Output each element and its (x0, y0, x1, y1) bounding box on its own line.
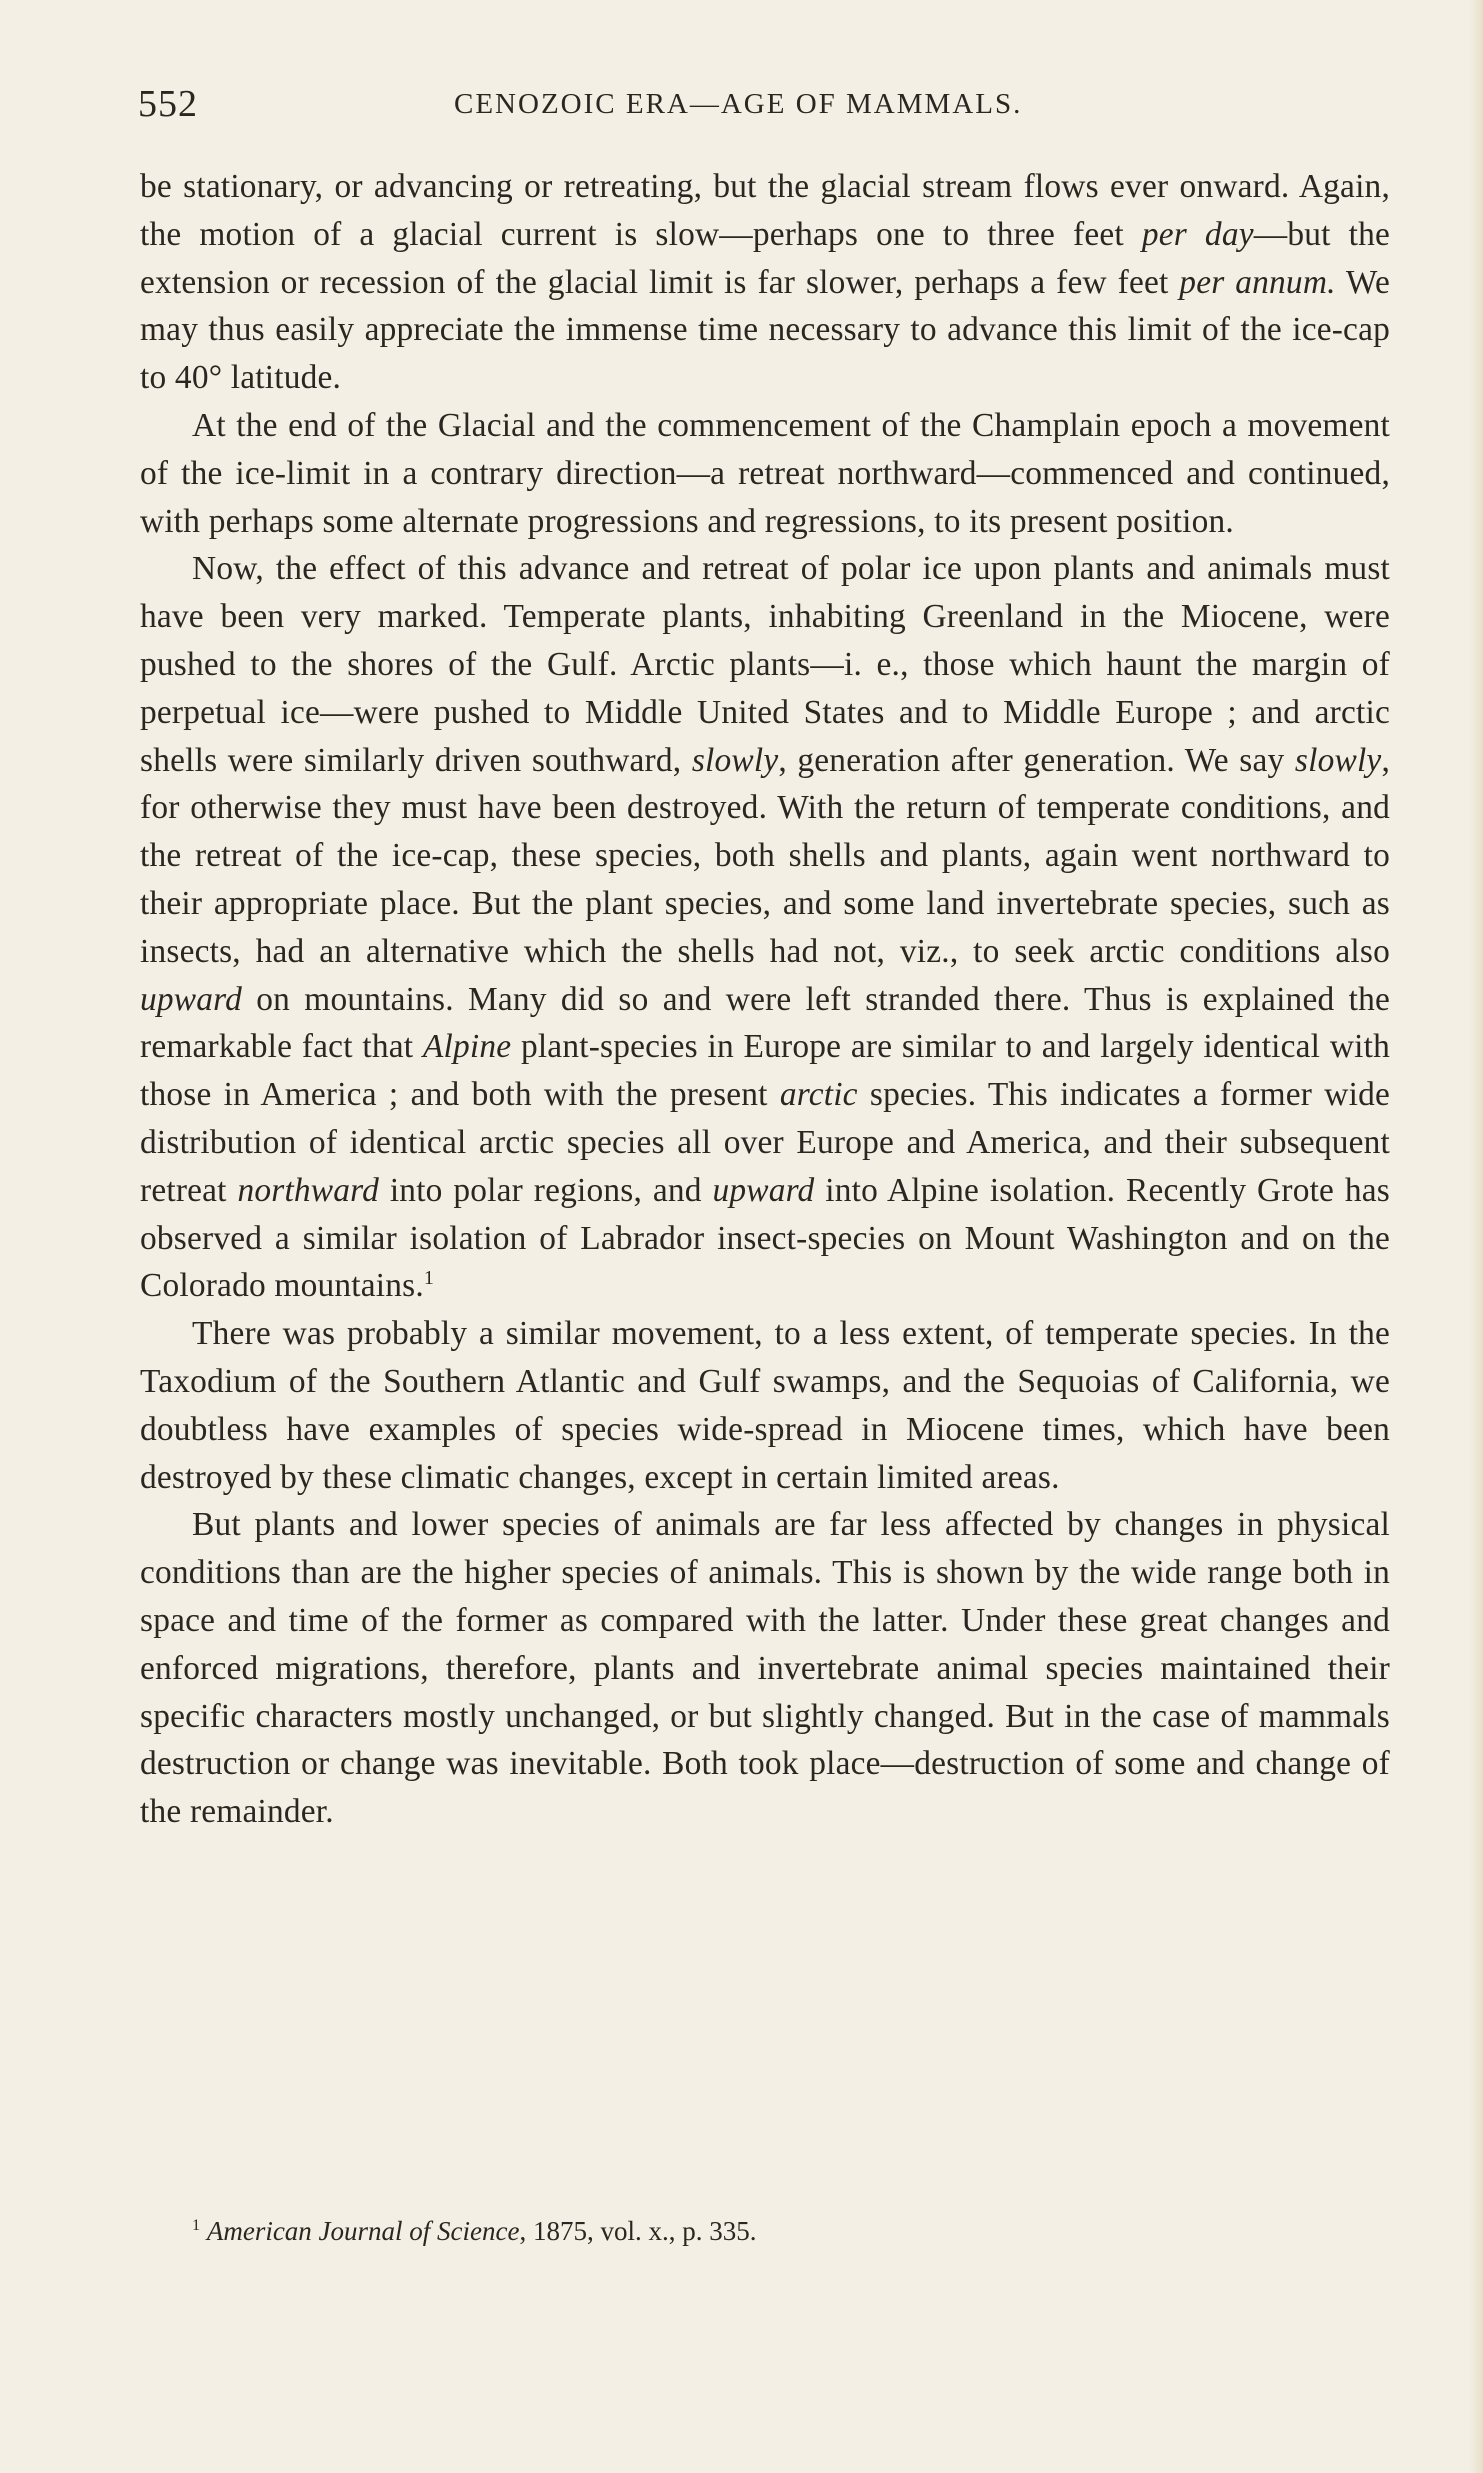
paragraph (140, 1501, 1390, 1836)
italic-text: upward (712, 1171, 815, 1209)
text-run: We may thus easily appreciate the immense time necessary to advance this limit of the ice-cap to 40° latitude. (140, 263, 1390, 397)
body-text (140, 163, 1390, 1836)
italic-text: arctic (779, 1076, 858, 1114)
text-run: plant-species in Europe are similar to and largely identical with those in America ; and both with the present (140, 1028, 1390, 1114)
italic-text: upward (140, 980, 243, 1018)
text-run: into Alpine isolation. Recently Grote has observed a similar isolation of Labrador insect-species on Mount Washington and on the Colorado mountains. (140, 1171, 1390, 1305)
page-number: 552 (138, 83, 198, 125)
footnote-reference: 1 (423, 1267, 435, 1290)
text-run: But plants and lower species of animals are far less affected by changes in physical conditions than are the higher species of animals. This is shown by the wide range both in space and time of the former as compared with the latter. Under these great changes and enforced migrations, therefore, plants and invertebrate animal species maintained their specific characters mostly unchanged, or but slightly changed. But in the case of mammals destruction or change was inevitable. Both took place—destruction of some and change of the remainder. (140, 1506, 1390, 1831)
text-run: Now, the effect of this advance and retreat of polar ice upon plants and animals must have been very marked. Temperate plants, inhabiting Greenland in the Miocene, were pushed to the shores of the Gulf. Arctic plants—i. e., those which haunt the margin of perpetual ice—were pushed to Middle United States and to Middle Europe ; and arctic shells were similarly driven southward, (140, 550, 1390, 779)
text-run: At the end of the Glacial and the commencement of the Champlain epoch a movement of the ice-limit in a contrary direction—a retreat northward—commenced and continued, with perhaps some alternate progressions and regressions, to its present position. (140, 406, 1390, 540)
italic-text: Alpine (422, 1028, 512, 1066)
italic-text: per day (1141, 215, 1254, 253)
text-run: species. This indicates a former wide distribution of identical arctic species all over Europe and America, and their subsequent retreat (140, 1076, 1390, 1209)
text-run: into polar regions, and (379, 1171, 713, 1209)
paragraph (140, 163, 1390, 402)
page-edge-shadow (1469, 0, 1483, 2473)
text-run: —but the extension or recession of the glacial limit is far slower, perhaps a few feet (140, 215, 1390, 301)
paragraph (140, 1310, 1390, 1501)
footnote (192, 2214, 757, 2248)
text-run: be stationary, or advancing or retreating, but the glacial stream flows ever onward. Again, the motion of a glacial current is slow—perhaps one to three feet (140, 168, 1390, 253)
footnote-journal: American Journal of Science (206, 2216, 520, 2246)
italic-text: northward (237, 1171, 380, 1209)
paragraph (140, 545, 1390, 1310)
running-head: CENOZOIC ERA—AGE OF MAMMALS. (454, 88, 1023, 120)
footnote-marker: 1 (192, 2216, 201, 2234)
text-run: , generation after generation. We say (778, 741, 1295, 779)
page-header (138, 82, 1388, 132)
italic-text: per annum. (1179, 263, 1336, 301)
italic-text: slowly (691, 741, 779, 779)
italic-text: slowly (1294, 741, 1382, 779)
footnote-details: , 1875, vol. x., p. 335. (519, 2216, 757, 2246)
text-run: There was probably a similar movement, to a less extent, of temperate species. In the Taxodium of the Southern Atlantic and Gulf swamps, and the Sequoias of California, we doubtless have examples of species wide-spread in Miocene times, which have been destroyed by these climatic changes, except in certain limited areas. (140, 1315, 1390, 1496)
paragraph (140, 402, 1390, 545)
text-run: on mountains. Many did so and were left stranded there. Thus is explained the remarkable fact that (140, 980, 1390, 1066)
text-run: , for otherwise they must have been destroyed. With the return of temperate conditions, and the retreat of the ice-cap, these species, both shells and plants, again went northward to their appropriate place. But the plant species, and some land invertebrate species, such as insects, had an alternative which the shells had not, viz., to seek arctic conditions also (140, 741, 1391, 970)
